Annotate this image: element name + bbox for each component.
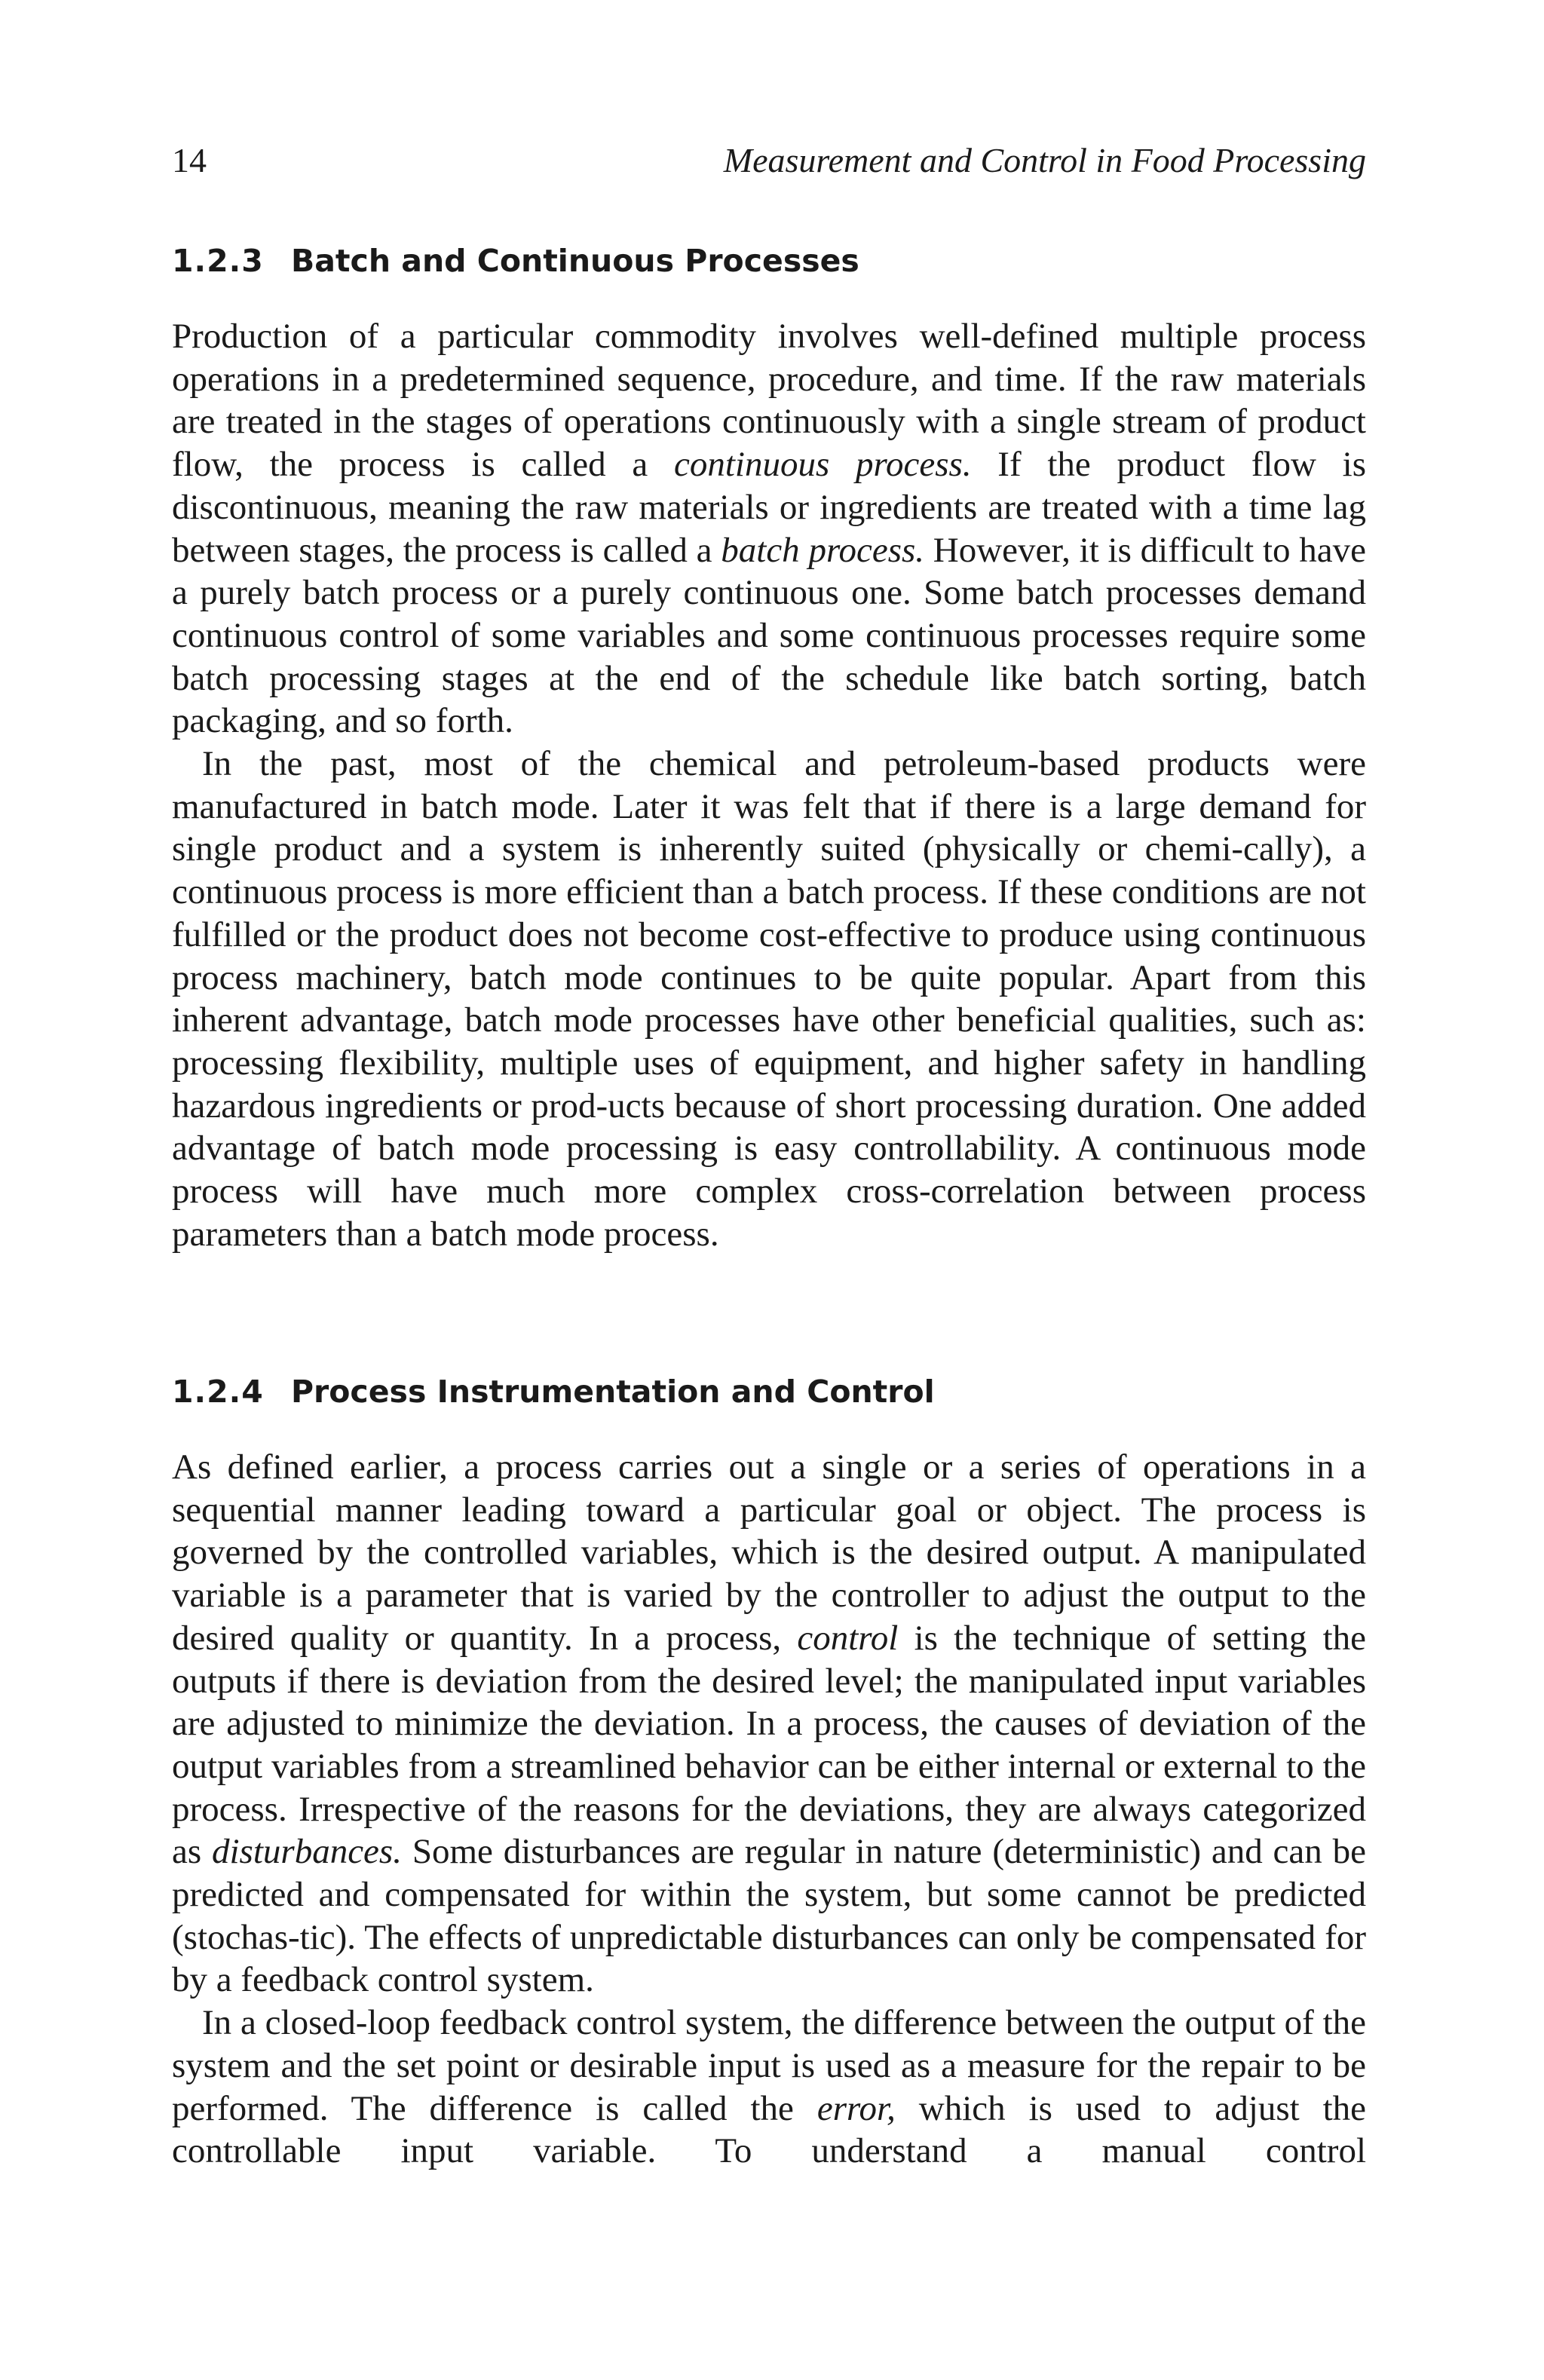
paragraph-text: is the technique of setting the outputs if there is deviation from the desired level; the manipulated input variables are adjusted to minimize the deviation. In a process, the causes of deviation of the output variables from a streamlined behavior can be either internal or external to the process. Irrespective of the reasons for the deviations, they are always categorized as (172, 1618, 1366, 1872)
section-number: 1.2.3 (172, 243, 264, 279)
page-header (172, 134, 1366, 187)
section-1-2-3 (172, 240, 1366, 1255)
section-heading (172, 240, 1366, 282)
paragraph-text: However, it is difficult to have a purely batch process or a purely continuous one. Some batch processes demand continuous control of some variables and some continuous processes require some batch processing stages at the end of the schedule like batch sorting, batch packaging, and so forth. (172, 530, 1366, 741)
italic-term: continuous process. (673, 445, 972, 485)
paragraph (172, 2002, 1366, 2173)
paragraph-text: Some disturbances are regular in nature (deterministic) and can be predicted and compensated for within the system, but some cannot be predicted (stochas-tic). The effects of unpredictable disturbances can only be compensated for by a feedback control system. (172, 1832, 1366, 2000)
italic-term: batch process. (721, 530, 925, 570)
section-title: Process Instrumentation and Control (291, 1374, 935, 1410)
section-1-2-4 (172, 1371, 1366, 2173)
paragraph-text: In a closed-loop feedback control system, the difference between the output of the system and the set point or desirable input is used as a measure for the repair to be performed. The difference is called the (172, 2003, 1366, 2128)
italic-term: disturbances. (212, 1832, 402, 1872)
paragraph-text: Production of a particular commodity involves well-defined multiple process operations in a predetermined sequence, procedure, and time. If the raw materials are treated in the stages of operations continuously with a single stream of product flow, the process is called a (172, 317, 1366, 485)
section-heading (172, 1371, 1366, 1413)
section-number: 1.2.4 (172, 1374, 264, 1410)
page-number: 14 (172, 141, 207, 179)
paragraph (172, 315, 1366, 743)
paragraph-text: If the product flow is discontinuous, meaning the raw materials or ingredients are treated with a time lag between stages, the process is called a (172, 445, 1366, 570)
italic-term: error, (816, 2088, 896, 2128)
paragraph-text: which is used to adjust the controllable input variable. To understand a manual control (172, 2088, 1367, 2171)
paragraph (172, 1446, 1366, 2002)
running-title: Measurement and Control in Food Processing (723, 141, 1366, 179)
section-title: Batch and Continuous Processes (291, 243, 859, 279)
paragraph: In the past, most of the chemical and petroleum-based products were manufactured in batch mode. Later it was felt that if there is a large demand for single product and a system is inherently suited (physically or chemi-cally), a continuous process is more efficient than a batch process. If these conditions are not fulfilled or the product does not become cost-effective to produce using continuous process machinery, batch mode continues to be quite popular. Apart from this inherent advantage, batch mode processes have other beneficial qualities, such as: processing flexibility, multiple uses of equipment, and higher safety in handling hazardous ingredients or prod-ucts because of short processing duration. One added advantage of batch mode processing is easy controllability. A continuous mode process will have much more complex cross-correlation between process parameters than a batch mode process. (172, 744, 1366, 1254)
paragraph-text: As defined earlier, a process carries out a single or a series of operations in a sequential manner leading toward a particular goal or object. The process is governed by the controlled variables, which is the desired output. A manipulated variable is a parameter that is varied by the controller to adjust the output to the desired quality or quantity. In a process, (172, 1447, 1366, 1658)
italic-term: control (797, 1618, 899, 1658)
